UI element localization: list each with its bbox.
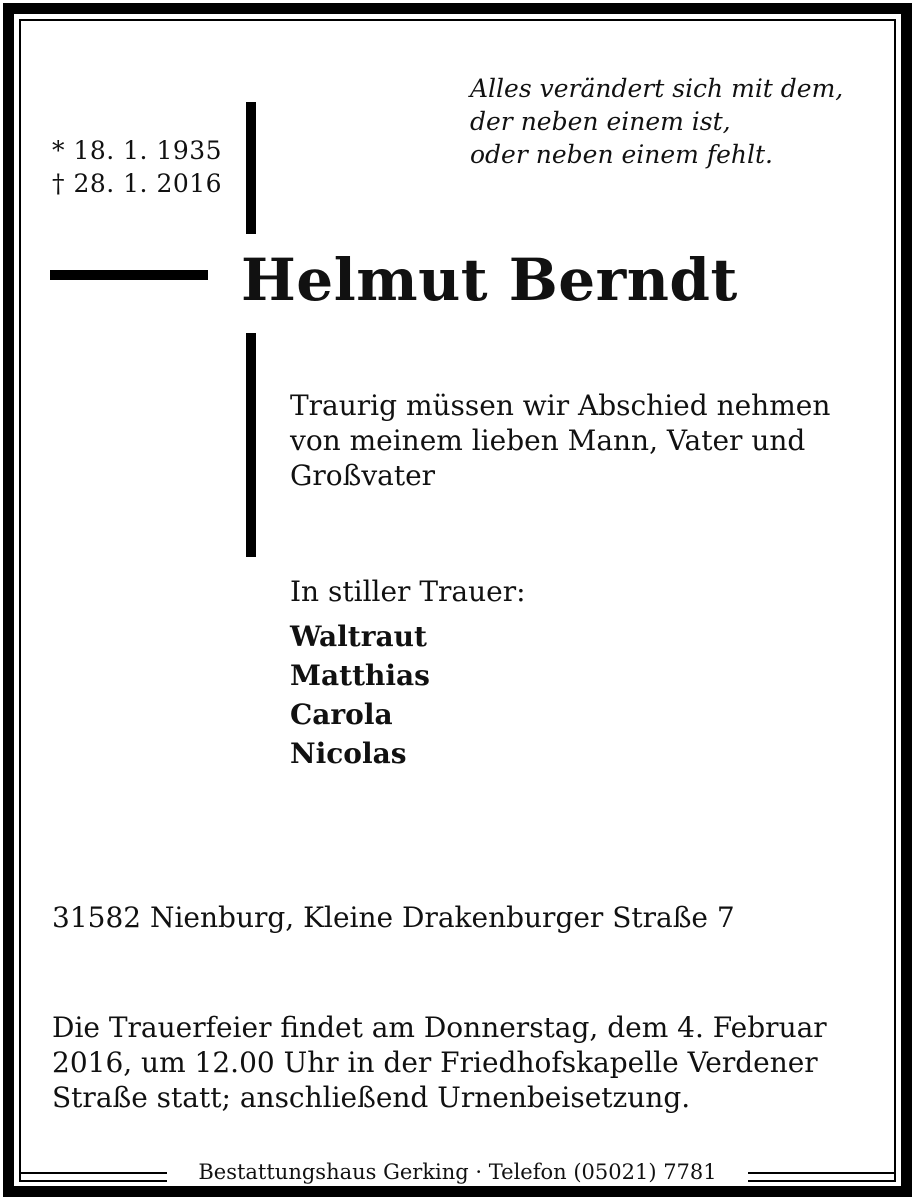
deceased-name: Helmut Berndt	[241, 246, 738, 314]
message-line-2: von meinem lieben Mann, Vater und	[290, 424, 806, 457]
ceremony-notice	[52, 1010, 872, 1115]
motto-line-2: der neben einem ist,	[470, 107, 731, 136]
message-line-1: Traurig müssen wir Abschied nehmen	[290, 389, 831, 422]
mourning-label: In stiller Trauer:	[290, 575, 526, 608]
footer-rule-right	[748, 1172, 896, 1174]
motto-line-3: oder neben einem fehlt.	[470, 140, 773, 169]
cross-horizontal-bar	[50, 270, 208, 280]
ceremony-line-3: Straße statt; anschließend Urnenbeisetzung.	[52, 1081, 691, 1114]
family-address: 31582 Nienburg, Kleine Drakenburger Straße 7	[52, 901, 735, 934]
mourner-name: Nicolas	[290, 737, 407, 770]
cross-upper-bar	[246, 102, 256, 234]
ceremony-line-1: Die Trauerfeier findet am Donnerstag, dem 4. Februar	[52, 1011, 827, 1044]
mourners-list	[290, 617, 430, 773]
mourner-name: Carola	[290, 698, 393, 731]
death-date: † 28. 1. 2016	[52, 169, 223, 198]
motto-quote	[470, 72, 843, 171]
motto-line-1: Alles verändert sich mit dem,	[470, 74, 844, 103]
mourner-name: Matthias	[290, 659, 430, 692]
mourner-name: Waltraut	[290, 620, 427, 653]
farewell-message	[290, 388, 850, 493]
funeral-home-contact: Bestattungshaus Gerking · Telefon (05021) 7781	[167, 1160, 748, 1184]
funeral-home-footer	[19, 1160, 896, 1184]
ceremony-line-2: 2016, um 12.00 Uhr in der Friedhofskapelle Verdener	[52, 1046, 818, 1079]
message-line-3: Großvater	[290, 459, 436, 492]
birth-date: * 18. 1. 1935	[52, 136, 223, 165]
cross-lower-bar	[246, 333, 256, 557]
footer-rule-left	[19, 1172, 167, 1174]
life-dates	[52, 134, 222, 200]
